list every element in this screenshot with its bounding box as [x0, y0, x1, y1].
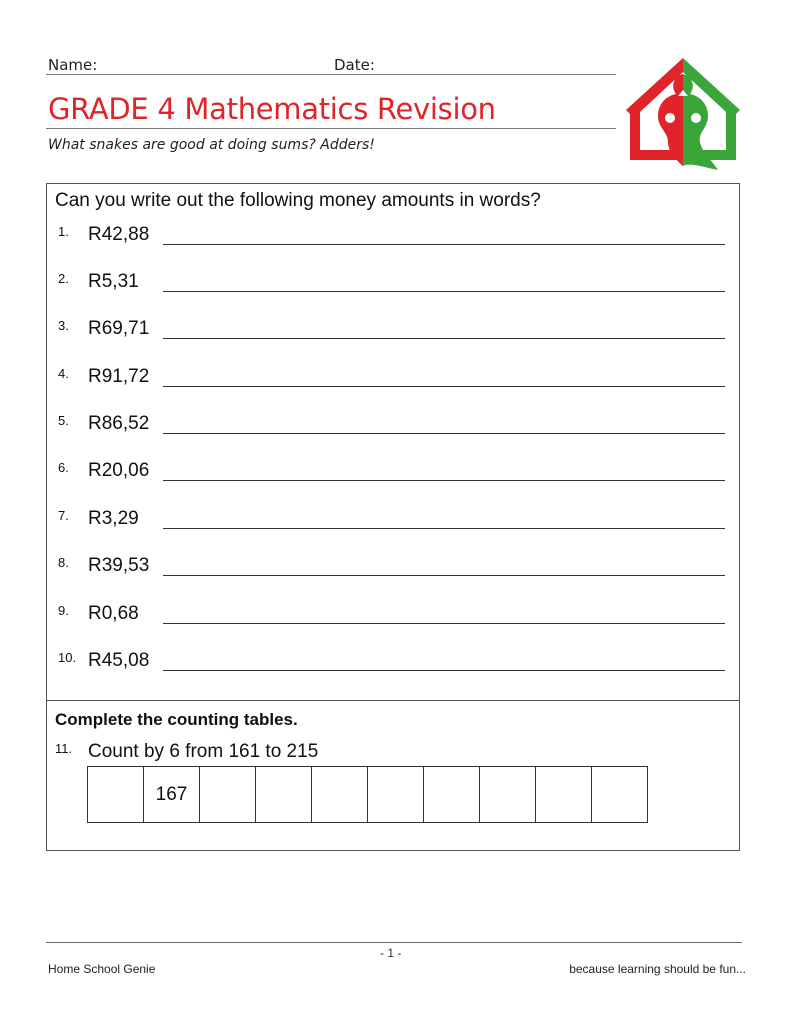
house-genie-logo-icon: [622, 52, 744, 174]
item-number: 8.: [58, 555, 69, 570]
money-amount: R91,72: [88, 366, 150, 387]
item-number: 11.: [55, 741, 73, 756]
money-words-question: Can you write out the following money amounts in words?: [55, 190, 541, 211]
item-number: 10.: [58, 650, 77, 665]
item-number: 3.: [58, 318, 69, 333]
money-amount: R0,68: [88, 603, 139, 624]
page-number: - 1 -: [380, 946, 402, 960]
list-item: [0, 508, 788, 538]
money-amount: R69,71: [88, 318, 150, 339]
table-cell[interactable]: [311, 766, 368, 823]
counting-table: [87, 766, 648, 823]
item-number: 7.: [58, 508, 69, 523]
answer-line[interactable]: [163, 244, 725, 245]
money-amount: R86,52: [88, 413, 150, 434]
money-amount: R45,08: [88, 650, 150, 671]
list-item: [0, 271, 788, 301]
table-cell[interactable]: [535, 766, 592, 823]
table-cell[interactable]: [423, 766, 480, 823]
money-amount: R3,29: [88, 508, 139, 529]
joke-subtitle: What snakes are good at doing sums? Adders!: [48, 137, 375, 153]
money-amount: R42,88: [88, 224, 150, 245]
money-amount: R39,53: [88, 555, 150, 576]
money-amount: R5,31: [88, 271, 139, 292]
page-title: GRADE 4 Mathematics Revision: [48, 92, 496, 126]
list-item: [0, 366, 788, 396]
answer-line[interactable]: [163, 433, 725, 434]
item-number: 5.: [58, 413, 69, 428]
answer-line[interactable]: [163, 575, 725, 576]
counting-question: Count by 6 from 161 to 215: [88, 741, 319, 762]
footer-tagline: because learning should be fun...: [569, 962, 746, 976]
table-cell[interactable]: [591, 766, 648, 823]
item-number: 4.: [58, 366, 69, 381]
money-amount: R20,06: [88, 460, 150, 481]
table-cell: 167: [143, 766, 200, 823]
table-cell[interactable]: [255, 766, 312, 823]
item-number: 9.: [58, 603, 69, 618]
name-label: Name:: [48, 56, 98, 74]
footer-brand: Home School Genie: [48, 962, 156, 976]
item-number: 6.: [58, 460, 69, 475]
table-cell[interactable]: [367, 766, 424, 823]
item-number: 2.: [58, 271, 69, 286]
list-item: [0, 224, 788, 254]
footer-divider: [46, 942, 742, 943]
title-underline: [46, 128, 616, 129]
list-item: [0, 650, 788, 680]
name-date-line: [46, 74, 616, 75]
date-label: Date:: [334, 56, 375, 74]
counting-heading: Complete the counting tables.: [55, 710, 298, 729]
answer-line[interactable]: [163, 291, 725, 292]
answer-line[interactable]: [163, 338, 725, 339]
answer-line[interactable]: [163, 480, 725, 481]
table-cell[interactable]: [479, 766, 536, 823]
list-item: [0, 555, 788, 585]
answer-line[interactable]: [163, 386, 725, 387]
answer-line[interactable]: [163, 670, 725, 671]
table-cell[interactable]: [199, 766, 256, 823]
list-item: [0, 318, 788, 348]
list-item: [0, 603, 788, 633]
answer-line[interactable]: [163, 623, 725, 624]
answer-line[interactable]: [163, 528, 725, 529]
list-item: [0, 460, 788, 490]
table-cell[interactable]: [87, 766, 144, 823]
list-item: [0, 413, 788, 443]
item-number: 1.: [58, 224, 69, 239]
